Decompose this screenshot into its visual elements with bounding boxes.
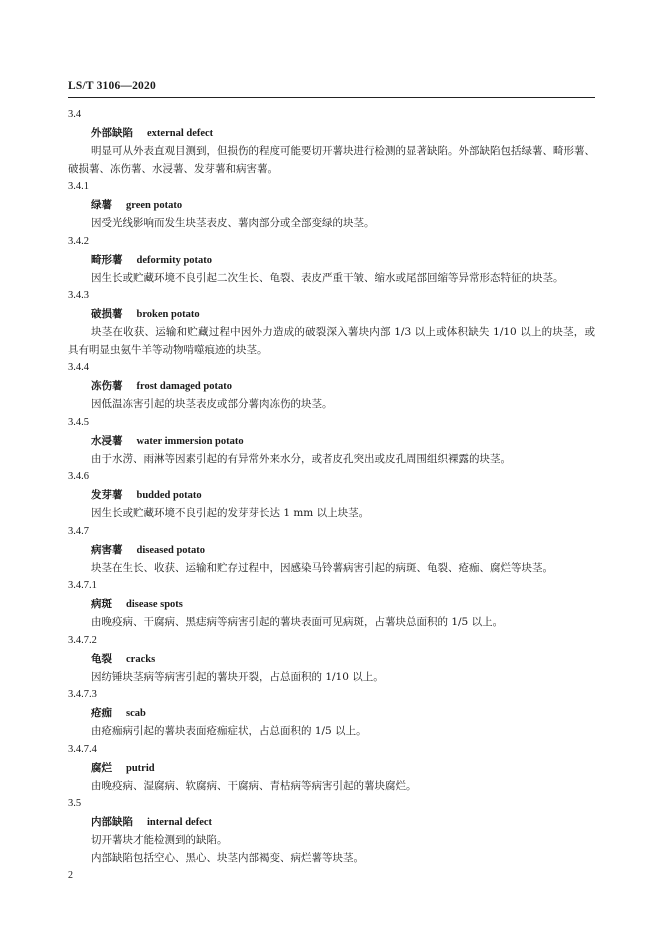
terms-content	[68, 106, 595, 867]
term-heading	[68, 377, 595, 396]
term-english: internal defect	[147, 817, 213, 828]
clause-number: 3.4.5	[68, 416, 89, 428]
term-entry	[68, 795, 595, 867]
term-entry	[68, 741, 595, 796]
clause-number: 3.4.6	[68, 471, 89, 482]
term-entry	[68, 233, 595, 288]
term-chinese: 腐烂	[91, 761, 112, 774]
term-definition: 块茎在生长、收获、运输和贮存过程中，因感染马铃薯病害引起的病斑、龟裂、疮痂、腐烂等块茎。	[91, 561, 553, 574]
term-definition: 因纺锤块茎病等病害引起的薯块开裂，占总面积的 1/10 以上。	[91, 670, 384, 683]
term-english: frost damaged potato	[136, 381, 232, 392]
term-definition: 切开薯块才能检测到的缺陷。	[91, 834, 228, 846]
term-chinese: 病斑	[91, 598, 112, 610]
term-definition: 因受光线影响而发生块茎表皮、薯肉部分或全部变绿的块茎。	[91, 217, 375, 229]
term-heading	[68, 432, 595, 451]
term-heading	[68, 541, 595, 560]
term-heading	[68, 305, 595, 324]
term-english: budded potato	[136, 490, 202, 501]
term-definition: 块茎在收获、运输和贮藏过程中因外力造成的破裂深入薯块内部 1/3 以上或体积缺失 1/10 以上的块茎，或具有明显虫氨牛羊等动物啃噬痕迹的块茎。	[68, 326, 595, 356]
term-definition: 因生长或贮藏环境不良引起的发芽芽长达 1 mm 以上块茎。	[91, 507, 370, 519]
term-english: green potato	[126, 200, 183, 211]
term-entry	[68, 686, 595, 741]
term-heading	[68, 813, 595, 832]
term-english: cracks	[126, 653, 156, 665]
term-english: broken potato	[136, 309, 200, 320]
term-chinese: 破损薯	[91, 308, 123, 320]
term-entry	[68, 468, 595, 523]
term-heading	[68, 486, 595, 505]
term-english: scab	[126, 708, 146, 719]
header-rule	[68, 97, 595, 98]
term-chinese: 冻伤薯	[91, 380, 123, 392]
term-entry	[68, 523, 595, 578]
term-english: deformity potato	[136, 254, 213, 266]
term-entry	[68, 359, 595, 414]
term-heading	[68, 124, 595, 143]
term-chinese: 外部缺陷	[91, 127, 133, 139]
term-definition: 由疮痂病引起的薯块表面疮痂症状，占总面积的 1/5 以上。	[91, 725, 367, 737]
clause-number: 3.4	[68, 109, 82, 120]
term-definition: 由于水涝、雨淋等因素引起的有异常外来水分，或者皮孔突出或皮孔周围组织裸露的块茎。	[91, 452, 511, 465]
term-heading	[68, 650, 595, 669]
term-chinese: 水浸薯	[91, 434, 123, 447]
term-chinese: 疮痂	[91, 707, 112, 719]
clause-number: 3.5	[68, 798, 82, 809]
term-chinese: 发芽薯	[91, 489, 123, 501]
term-english: water immersion potato	[136, 435, 244, 447]
term-chinese: 龟裂	[91, 652, 112, 665]
term-entry	[68, 178, 595, 233]
term-entry	[68, 106, 595, 178]
term-definition: 内部缺陷包括空心、黑心、块茎内部褐变、病烂薯等块茎。	[91, 851, 364, 864]
term-heading	[68, 196, 595, 215]
term-heading	[68, 704, 595, 723]
clause-number: 3.4.7.2	[68, 634, 97, 646]
page-number: 2	[68, 870, 73, 881]
term-heading	[68, 759, 595, 778]
term-english: putrid	[126, 762, 155, 774]
term-chinese: 绿薯	[91, 199, 112, 211]
term-heading	[68, 251, 595, 270]
term-heading	[68, 595, 595, 614]
term-chinese: 内部缺陷	[91, 816, 133, 828]
term-entry	[68, 632, 595, 687]
clause-number: 3.4.7.1	[68, 580, 97, 591]
term-definition: 明显可从外表直观目测到，但损伤的程度可能要切开薯块进行检测的显著缺陷。外部缺陷包括绿薯、畸形薯、破损薯、冻伤薯、水浸薯、发芽薯和病害薯。	[68, 145, 595, 175]
term-english: diseased potato	[136, 544, 206, 556]
term-chinese: 畸形薯	[91, 253, 123, 266]
clause-number: 3.4.4	[68, 362, 89, 373]
clause-number: 3.4.2	[68, 235, 89, 247]
clause-number: 3.4.3	[68, 290, 89, 301]
term-english: disease spots	[126, 599, 183, 610]
clause-number: 3.4.7	[68, 525, 89, 537]
term-definition: 因生长或贮藏环境不良引起二次生长、龟裂、表皮严重干皱、缩水或尾部回缩等异常形态特征的块茎。	[91, 271, 564, 284]
term-definition: 由晚疫病、干腐病、黑痣病等病害引起的薯块表面可见病斑，占薯块总面积的 1/5 以上。	[91, 616, 504, 628]
clause-number: 3.4.7.3	[68, 689, 97, 700]
term-entry	[68, 577, 595, 632]
clause-number: 3.4.7.4	[68, 743, 97, 755]
term-definition: 因低温冻害引起的块茎表皮或部分薯肉冻伤的块茎。	[91, 398, 333, 410]
term-chinese: 病害薯	[91, 543, 123, 556]
term-definition: 由晚疫病、湿腐病、软腐病、干腐病、青枯病等病害引起的薯块腐烂。	[91, 779, 417, 792]
standard-code: LS/T 3106—2020	[68, 80, 156, 92]
term-entry	[68, 414, 595, 469]
term-english: external defect	[147, 128, 214, 139]
clause-number: 3.4.1	[68, 181, 89, 192]
term-entry	[68, 287, 595, 359]
